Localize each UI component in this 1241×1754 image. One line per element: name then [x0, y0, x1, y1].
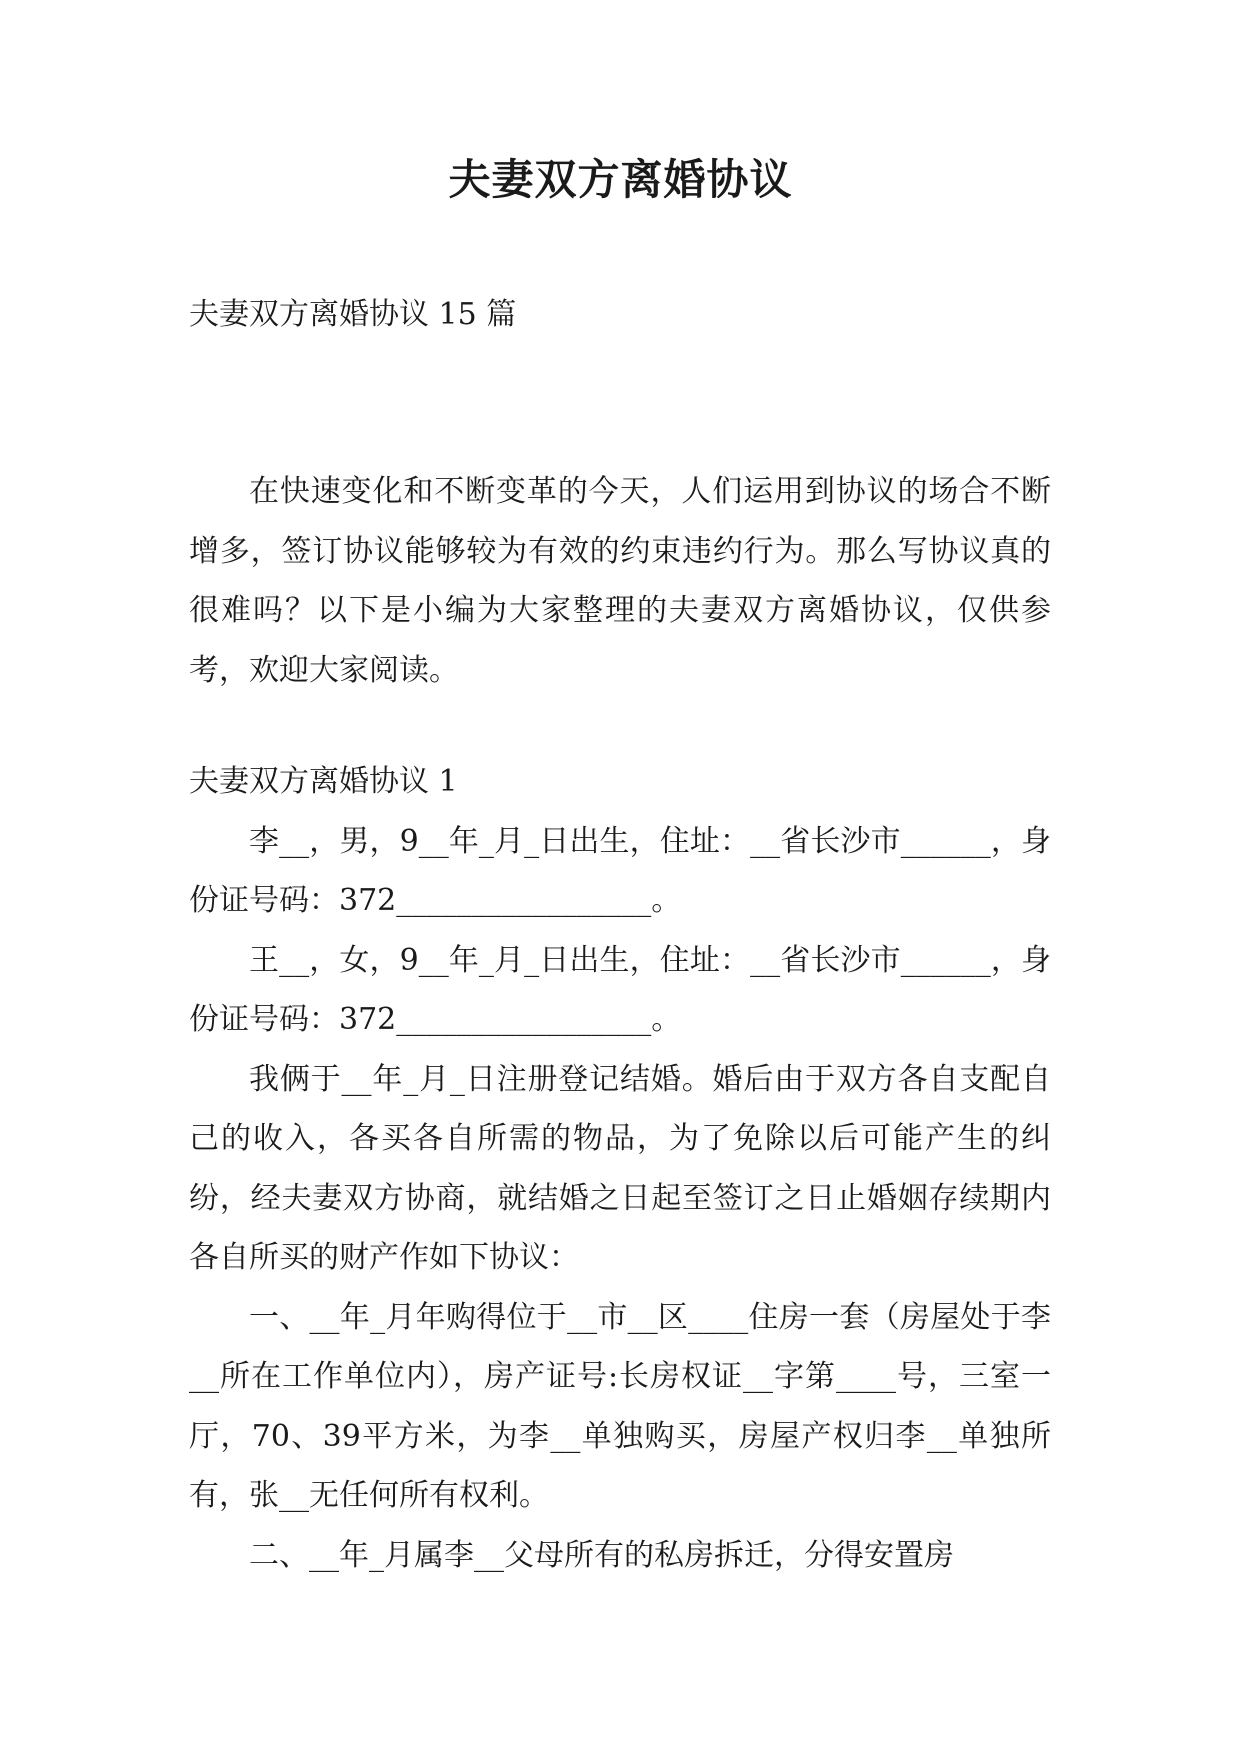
clause-2-paragraph: 二、__年_月属李__父母所有的私房拆迁，分得安置房: [249, 1537, 954, 1573]
document-title: 夫妻双方离婚协议: [448, 155, 793, 204]
marriage-paragraph: 我俩于__年_月_日注册登记结婚。婚后由于双方各自支配自己的收入，各买各自所需的物品，为了免除以后可能产生的纠纷，经夫妻双方协商，就结婚之日起至签订之日止婚姻存续期内各自所买的财产作如下协议：: [189, 1061, 1051, 1275]
intro-paragraph: 在快速变化和不断变革的今天，人们运用到协议的场合不断增多，签订协议能够较为有效的约束违约行为。那么写协议真的很难吗？以下是小编为大家整理的夫妻双方离婚协议，仅供参考，欢迎大家阅读。: [189, 474, 1051, 688]
agreement-section: [189, 752, 1051, 1585]
document-subtitle: 夫妻双方离婚协议 15 篇: [189, 297, 517, 332]
intro-block: [189, 462, 1051, 700]
party-female-paragraph: 王__，女，9__年_月_日出生，住址：__省长沙市______，身份证号码：372_________________。: [189, 942, 1051, 1037]
section-heading: 夫妻双方离婚协议 1: [189, 764, 458, 799]
party-male-paragraph: 李__，男，9__年_月_日出生，住址：__省长沙市______，身份证号码：372_________________。: [189, 823, 1051, 918]
clause-1-paragraph: 一、__年_月年购得位于__市__区____住房一套（房屋处于李__所在工作单位内），房产证号:长房权证__字第____号，三室一厅，70、39平方米，为李__单独购买，房屋产权归李__单独所有，张__无任何所有权利。: [189, 1299, 1051, 1513]
